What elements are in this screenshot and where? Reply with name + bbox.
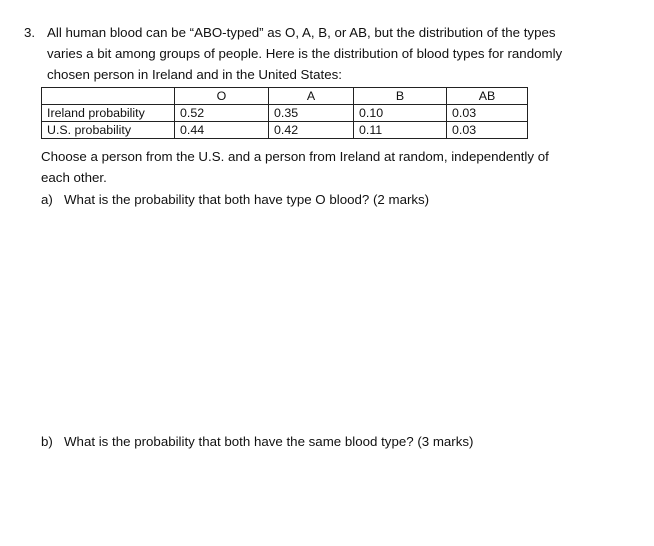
- table-header-row: [42, 88, 528, 105]
- table-row-label: Ireland probability: [42, 105, 175, 122]
- part-a-label: a): [41, 192, 53, 207]
- table-cell: 0.35: [269, 105, 354, 122]
- table-header-cell: A: [269, 88, 354, 105]
- blood-type-table: [41, 87, 528, 139]
- table-header-cell: AB: [447, 88, 528, 105]
- table-cell: 0.11: [354, 122, 447, 139]
- part-b-text: What is the probability that both have the same blood type? (3 marks): [64, 434, 474, 449]
- table-header-cell: [42, 88, 175, 105]
- part-a-text: What is the probability that both have type O blood? (2 marks): [64, 192, 430, 207]
- table-row: [42, 122, 528, 139]
- after-table-line-1: Choose a person from the U.S. and a person from Ireland at random, independently of: [41, 149, 549, 164]
- part-b-label: b): [41, 434, 53, 449]
- question-intro-line-1: All human blood can be “ABO-typed” as O, A, B, or AB, but the distribution of the types: [47, 25, 556, 40]
- table-cell: 0.10: [354, 105, 447, 122]
- table-row: [42, 105, 528, 122]
- table-cell: 0.03: [447, 105, 528, 122]
- table-cell: 0.03: [447, 122, 528, 139]
- table-cell: 0.44: [175, 122, 269, 139]
- table-header-cell: B: [354, 88, 447, 105]
- table-cell: 0.42: [269, 122, 354, 139]
- table-cell: 0.52: [175, 105, 269, 122]
- after-table-line-2: each other.: [41, 170, 107, 185]
- question-intro-line-2: varies a bit among groups of people. Here is the distribution of blood types for randomly: [47, 46, 563, 61]
- question-intro-line-3: chosen person in Ireland and in the United States:: [47, 67, 342, 82]
- question-number: 3.: [24, 25, 36, 40]
- table-header-cell: O: [175, 88, 269, 105]
- table-row-label: U.S. probability: [42, 122, 175, 139]
